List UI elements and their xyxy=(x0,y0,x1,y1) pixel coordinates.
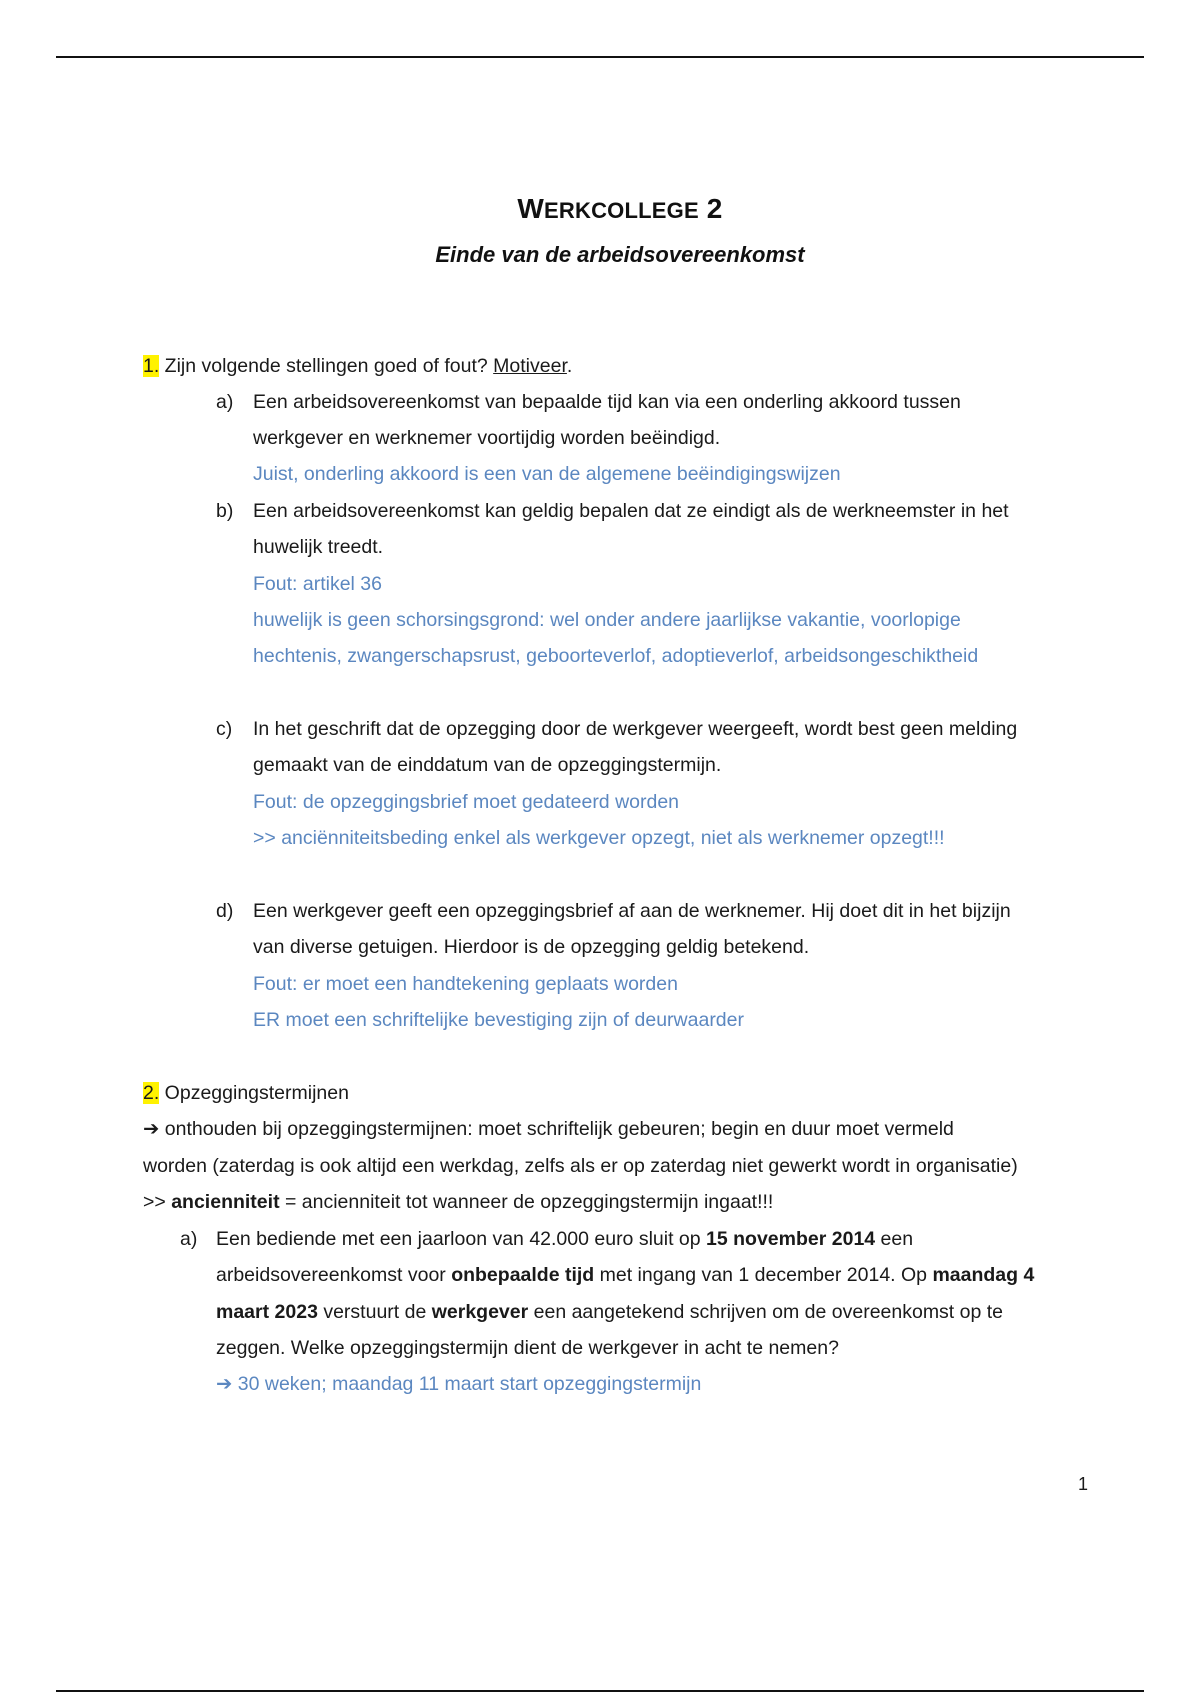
q1-c-answer-2: >> anciënniteitsbeding enkel als werkgever opzegt, niet als werknemer opzegt!!! xyxy=(253,827,945,849)
question-2-heading: 2. Opzeggingstermijnen xyxy=(143,1082,349,1104)
question-1-number: 1. xyxy=(143,355,160,377)
q2-a-line-4: zeggen. Welke opzeggingstermijn dient de werkgever in acht te nemen? xyxy=(216,1337,839,1359)
q1-b-line-2: huwelijk treedt. xyxy=(253,536,384,558)
q1-b-label: b) xyxy=(216,500,234,522)
arrow-right-icon: ➔ xyxy=(216,1373,233,1395)
q1-c-line-1: In het geschrift dat de opzegging door de werkgever weergeeft, wordt best geen melding xyxy=(253,718,1018,740)
q2-a-line-2: arbeidsovereenkomst voor onbepaalde tijd met ingang van 1 december 2014. Op maandag 4 xyxy=(216,1264,1035,1286)
question-1-heading: 1. Zijn volgende stellingen goed of fout? Motiveer. xyxy=(143,355,573,377)
q1-c-label: c) xyxy=(216,718,233,740)
page-number: 1 xyxy=(1078,1474,1089,1494)
q2-note-line-2: worden (zaterdag is ook altijd een werkdag, zelfs als er op zaterdag niet gewerkt wordt in organisatie) xyxy=(143,1155,1018,1177)
q1-a-label: a) xyxy=(216,391,234,413)
q1-d-line-1: Een werkgever geeft een opzeggingsbrief af aan de werknemer. Hij doet dit in het bijzijn xyxy=(253,900,1011,922)
q1-d-answer-1: Fout: er moet een handtekening geplaats worden xyxy=(253,973,678,995)
q2-note-line-3: >> ancienniteit = ancienniteit tot wanneer de opzeggingstermijn ingaat!!! xyxy=(143,1191,774,1213)
question-2-number: 2. xyxy=(143,1082,160,1104)
q2-note-line-1: ➔ onthouden bij opzeggingstermijnen: moet schriftelijk gebeuren; begin en duur moet vermeld xyxy=(143,1118,954,1140)
bottom-rule xyxy=(56,1690,1144,1692)
top-rule xyxy=(56,56,1144,58)
q1-d-answer-2: ER moet een schriftelijke bevestiging zijn of deurwaarder xyxy=(253,1009,744,1031)
q1-d-line-2: van diverse getuigen. Hierdoor is de opzegging geldig betekend. xyxy=(253,936,810,958)
page-subtitle: Einde van de arbeidsovereenkomst xyxy=(435,242,805,267)
q1-d-label: d) xyxy=(216,900,234,922)
q2-a-line-1: Een bediende met een jaarloon van 42.000 euro sluit op 15 november 2014 een xyxy=(216,1228,914,1250)
q1-c-answer-1: Fout: de opzeggingsbrief moet gedateerd worden xyxy=(253,791,680,813)
q1-a-line-2: werkgever en werknemer voortijdig worden beëindigd. xyxy=(253,427,721,449)
q1-a-answer-1: Juist, onderling akkoord is een van de algemene beëindigingswijzen xyxy=(253,463,841,485)
q1-a-line-1: Een arbeidsovereenkomst van bepaalde tijd kan via een onderling akkoord tussen xyxy=(253,391,961,413)
q1-b-line-1: Een arbeidsovereenkomst kan geldig bepalen dat ze eindigt als de werkneemster in het xyxy=(253,500,1009,522)
q1-b-answer-1: Fout: artikel 36 xyxy=(253,573,382,595)
q1-c-line-2: gemaakt van de einddatum van de opzeggingstermijn. xyxy=(253,754,722,776)
q2-a-answer: ➔ 30 weken; maandag 11 maart start opzeggingstermijn xyxy=(216,1373,702,1395)
q1-b-answer-2: huwelijk is geen schorsingsgrond: wel onder andere jaarlijkse vakantie, voorlopige xyxy=(253,609,961,631)
q1-b-answer-3: hechtenis, zwangerschapsrust, geboorteverlof, adoptieverlof, arbeidsongeschiktheid xyxy=(253,645,979,667)
q2-a-line-3: maart 2023 verstuurt de werkgever een aangetekend schrijven om de overeenkomst op te xyxy=(216,1301,1004,1323)
q2-a-label: a) xyxy=(180,1228,198,1250)
motiveer-label: Motiveer xyxy=(493,355,567,377)
page-title: WERKCOLLEGE 2 xyxy=(517,193,723,224)
arrow-right-icon: ➔ xyxy=(143,1118,160,1140)
